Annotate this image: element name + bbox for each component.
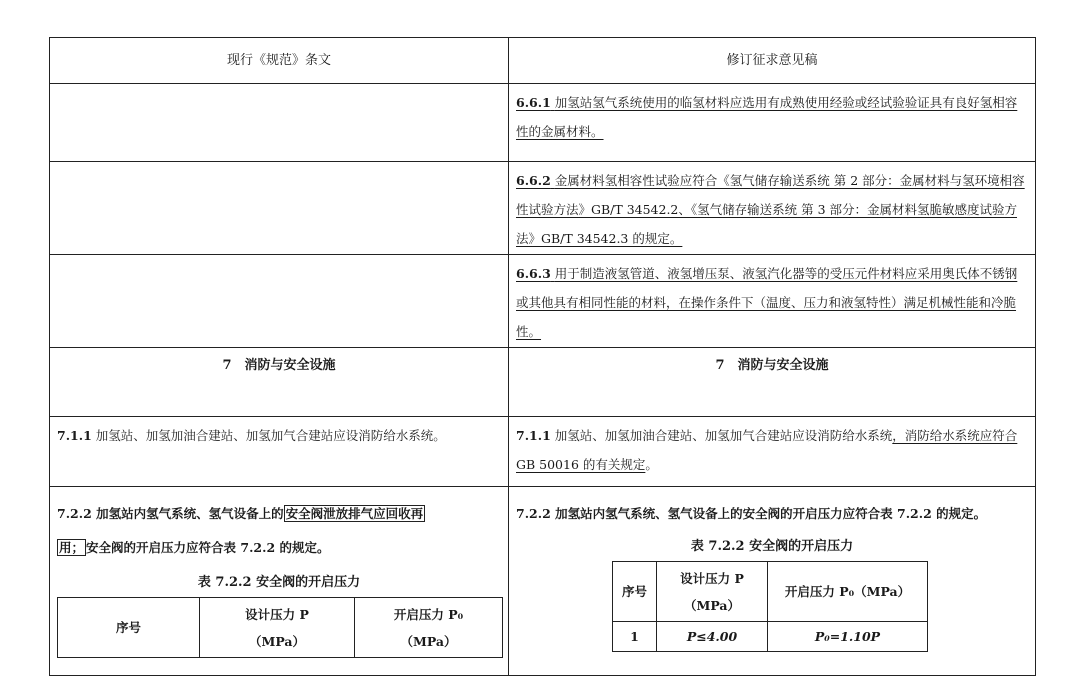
clause-711-left-text: 加氢站、加氢加油合建站、加氢加气合建站应设消防给水系统。 xyxy=(95,428,446,443)
deleted-text-box-1: 安全阀泄放排气应回收再 xyxy=(285,506,424,521)
table-722-right xyxy=(612,561,928,652)
clause-722-right-number: 7.2.2 xyxy=(516,506,551,521)
table-722-left xyxy=(57,597,503,658)
clause-722-left-pre: 加氢站内氢气系统、氢气设备上的 xyxy=(96,506,284,521)
clause-663-cell xyxy=(509,255,1036,348)
clause-722-left-post: 安全阀的开启压力应符合表 7.2.2 的规定。 xyxy=(86,540,330,555)
table-722-right-col-design xyxy=(657,562,768,622)
table-722-right-col-design-unit: （MPa） xyxy=(684,597,740,613)
clause-662-cell xyxy=(509,162,1036,255)
clause-722-right-text: 加氢站内氢气系统、氢气设备上的安全阀的开启压力应符合表 7.2.2 的规定。 xyxy=(555,506,987,521)
row-663 xyxy=(50,255,1036,348)
clause-711-right-text: 加氢站、加氢加油合建站、加氢加气合建站应设消防给水系统 xyxy=(554,428,893,443)
clause-711-left-cell xyxy=(50,417,509,487)
clause-663-text: 用于制造液氢管道、液氢增压泵、液氢汽化器等的受压元件材料应采用奥氏体不锈钢或其他具有相同性能的材料，在操作条件下（温度、压力和液氢特性）满足机械性能和冷脆性。 xyxy=(516,266,1018,339)
row-661 xyxy=(50,84,1036,162)
clause-661 xyxy=(509,84,1035,146)
table-722-left-col-seq: 序号 xyxy=(58,598,200,658)
row-722 xyxy=(50,487,1036,676)
clause-722-right xyxy=(509,487,1035,531)
section-7-left-heading: 7 消防与安全设施 xyxy=(222,358,336,373)
clause-662-text: 金属材料氢相容性试验应符合《氢气储存输送系统 第 2 部分：金属材料与氢环境相容性试验方法》GB/T 34542.2、《氢气储存输送系统 第 3 部分：金属材料氢脆敏感度试验方法》GB/T 34542.3 的规定。 xyxy=(516,173,1025,246)
clause-711-right xyxy=(509,417,1035,479)
header-row xyxy=(50,38,1036,84)
clause-722-right-cell xyxy=(509,487,1036,676)
table-722-right-header-row xyxy=(613,562,928,622)
row-662 xyxy=(50,162,1036,255)
table-722-left-col-open-unit: （MPa） xyxy=(400,633,457,649)
table-722-right-col-seq: 序号 xyxy=(613,562,657,622)
clause-711-added-text: ，消防给水系统应符合 GB 50016 的有关规定 xyxy=(516,428,1018,472)
empty-left-cell xyxy=(50,162,509,255)
table-722-right-caption: 表 7.2.2 安全阀的开启压力 xyxy=(690,539,854,554)
table-722-left-header-row xyxy=(58,598,503,658)
table-722-right-col-design-label: 设计压力 P xyxy=(680,570,744,586)
clause-711-right-cell xyxy=(509,417,1036,487)
table-722-left-col-design-label: 设计压力 P xyxy=(245,606,309,622)
clause-661-text: 加氢站氢气系统使用的临氢材料应选用有成熟使用经验或经试验验证具有良好氢相容性的金属材料。 xyxy=(516,95,1018,139)
section-7-left-cell xyxy=(50,348,509,417)
table-722-left-caption: 表 7.2.2 安全阀的开启压力 xyxy=(197,575,361,590)
header-left: 现行《规范》条文 xyxy=(226,53,331,68)
row-711 xyxy=(50,417,1036,487)
clause-661-cell xyxy=(509,84,1036,162)
clause-663-number: 6.6.3 xyxy=(516,266,551,281)
table-722-row-seq: 1 xyxy=(613,622,657,652)
empty-left-cell xyxy=(50,84,509,162)
header-right-cell xyxy=(509,38,1036,84)
header-left-cell xyxy=(50,38,509,84)
deleted-text-box-2: 用； xyxy=(59,540,85,555)
clause-661-number: 6.6.1 xyxy=(516,95,551,110)
empty-left-cell xyxy=(50,255,509,348)
section-7-right-cell xyxy=(509,348,1036,417)
table-722-left-col-design-unit: （MPa） xyxy=(249,633,305,649)
comparison-table xyxy=(49,37,1036,676)
table-722-row-open: P₀=1.10P xyxy=(768,622,928,652)
table-722-row-design: P≤4.00 xyxy=(657,622,768,652)
clause-662-number: 6.6.2 xyxy=(516,173,551,188)
row-section-7 xyxy=(50,348,1036,417)
table-row xyxy=(613,622,928,652)
section-7-right-heading: 7 消防与安全设施 xyxy=(715,358,829,373)
clause-662 xyxy=(509,162,1035,253)
table-722-left-col-open-label: 开启压力 P₀ xyxy=(393,606,464,622)
table-722-left-col-open xyxy=(355,598,503,658)
clause-722-left xyxy=(50,487,508,565)
clause-722-left-number: 7.2.2 xyxy=(57,506,92,521)
clause-711-left xyxy=(50,417,508,450)
table-722-right-col-open: 开启压力 P₀（MPa） xyxy=(768,562,928,622)
clause-711-right-number: 7.1.1 xyxy=(516,428,551,443)
header-right: 修订征求意见稿 xyxy=(726,53,818,68)
clause-711-period: 。 xyxy=(645,457,658,472)
clause-722-left-cell xyxy=(50,487,509,676)
clause-711-left-number: 7.1.1 xyxy=(57,428,92,443)
clause-663 xyxy=(509,255,1035,346)
table-722-left-col-design xyxy=(200,598,355,658)
